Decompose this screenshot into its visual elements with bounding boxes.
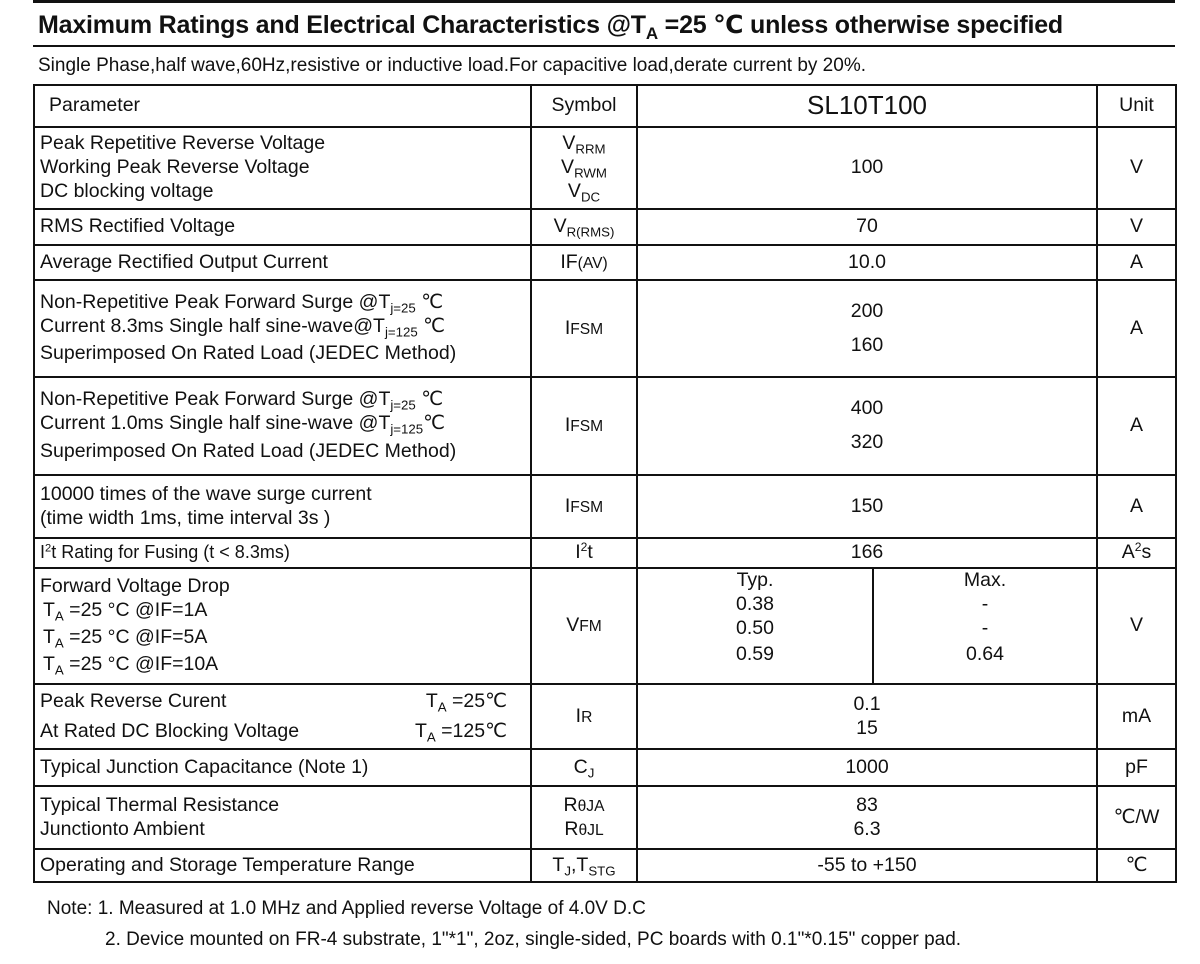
table-row (34, 127, 1176, 209)
note-1: Note: 1. Measured at 1.0 MHz and Applied reverse Voltage of 4.0V D.C (47, 898, 646, 919)
note-2: 2. Device mounted on FR-4 substrate, 1"*1", 2oz, single-sided, PC boards with 0.1"*0.15" copper pad. (105, 929, 962, 950)
unit-cell: V (1097, 568, 1176, 684)
header-part-number: SL10T100 (637, 85, 1097, 127)
symbol-cell: IR (531, 684, 637, 749)
value-cell: 400 320 (637, 377, 1097, 475)
value-cell: 0.1 15 (637, 684, 1097, 749)
value-cell: 1000 (637, 749, 1097, 786)
param-cell: Typical Junction Capacitance (Note 1) (34, 749, 531, 786)
symbol-cell: VFM (531, 568, 637, 684)
symbol-cell: IFSM (531, 475, 637, 538)
unit-cell: A (1097, 280, 1176, 377)
table-row (34, 749, 1176, 786)
header-unit: Unit (1097, 85, 1176, 127)
value-cell: 10.0 (637, 245, 1097, 280)
param-cell: Forward Voltage Drop $T_A =25$ °C @IF=1A $T_A =25$ °C @IF=5A $T_A =25$ °C @IF=10A (34, 568, 531, 684)
unit-cell: V (1097, 209, 1176, 245)
param-cell: Operating and Storage Temperature Range (34, 849, 531, 882)
unit-cell: $A^2s$ (1097, 538, 1176, 568)
unit-cell: A (1097, 377, 1176, 475)
unit-cell: A (1097, 245, 1176, 280)
unit-cell: ℃ (1097, 849, 1176, 882)
param-cell: Average Rectified Output Current (34, 245, 531, 280)
param-cell: Peak Reverse Curent $T_A$ =25℃ At Rated DC Blocking Voltage $T_A$ =125℃ (34, 684, 531, 749)
ratings-table (33, 84, 1177, 883)
unit-cell: mA (1097, 684, 1176, 749)
symbol-cell: $V_{R(RMS)}$ (531, 209, 637, 245)
table-row (34, 245, 1176, 280)
notes-section (47, 898, 961, 951)
param-cell: Typical Thermal Resistance Junctionto Ambient (34, 786, 531, 849)
value-cell: 70 (637, 209, 1097, 245)
header-parameter: Parameter (34, 85, 531, 127)
section-title: Maximum Ratings and Electrical Characteristics $@T_A =25$ ℃ unless otherwise specified (38, 11, 1064, 43)
value-cell: 200 160 (637, 280, 1097, 377)
table-header-row (34, 85, 1176, 127)
param-cell: RMS Rectified Voltage (34, 209, 531, 245)
param-cell: 10000 times of the wave surge current (time width 1ms, time interval 3s ) (34, 475, 531, 538)
symbol-cell: $V_{RRM}$ $V_{RWM}$ $V_{DC}$ (531, 127, 637, 209)
header-symbol: Symbol (531, 85, 637, 127)
unit-cell: ℃/W (1097, 786, 1176, 849)
value-cell: 166 (637, 538, 1097, 568)
value-cell: 150 (637, 475, 1097, 538)
value-cell: 83 6.3 (637, 786, 1097, 849)
symbol-cell: IFSM (531, 280, 637, 377)
max-cell: Max. - - 0.64 (873, 568, 1097, 684)
title-rule (33, 45, 1175, 47)
value-cell: 100 (637, 127, 1097, 209)
unit-cell: A (1097, 475, 1176, 538)
symbol-cell: RθJA RθJL (531, 786, 637, 849)
table-row (34, 538, 1176, 568)
table-row (34, 786, 1176, 849)
symbol-cell: IF(AV) (531, 245, 637, 280)
symbol-cell: $T_J,T_{STG}$ (531, 849, 637, 882)
table-row (34, 280, 1176, 377)
table-row (34, 377, 1176, 475)
top-border (33, 0, 1175, 3)
symbol-cell: $I^2t$ (531, 538, 637, 568)
table-row (34, 684, 1176, 749)
param-cell: Peak Repetitive Reverse Voltage Working Peak Reverse Voltage DC blocking voltage (34, 127, 531, 209)
unit-cell: pF (1097, 749, 1176, 786)
table-row (34, 849, 1176, 882)
value-cell: -55 to +150 (637, 849, 1097, 882)
symbol-cell: IFSM (531, 377, 637, 475)
param-cell: Non-Repetitive Peak Forward Surge $@T_{j=25}$ ℃ Current 1.0ms Single half sine-wave $@T_{j=125}℃$ Superimposed On Rated Load (JEDEC Method) (34, 377, 531, 475)
typ-cell: Typ. 0.38 0.50 0.59 (637, 568, 873, 684)
unit-cell: V (1097, 127, 1176, 209)
param-cell: Non-Repetitive Peak Forward Surge $@T_{j=25}$ ℃ Current 8.3ms Single half sine-$wave@T_{j=125}$ ℃ Superimposed On Rated Load (JEDEC Method) (34, 280, 531, 377)
conditions-subtitle: Single Phase,half wave,60Hz,resistive or inductive load.For capacitive load,derate current by 20%. (38, 55, 866, 76)
param-cell: $I^2t$ Rating for Fusing (t < 8.3ms) (34, 538, 531, 568)
table-row (34, 475, 1176, 538)
table-row (34, 568, 1176, 684)
table-row (34, 209, 1176, 245)
symbol-cell: $C_J$ (531, 749, 637, 786)
